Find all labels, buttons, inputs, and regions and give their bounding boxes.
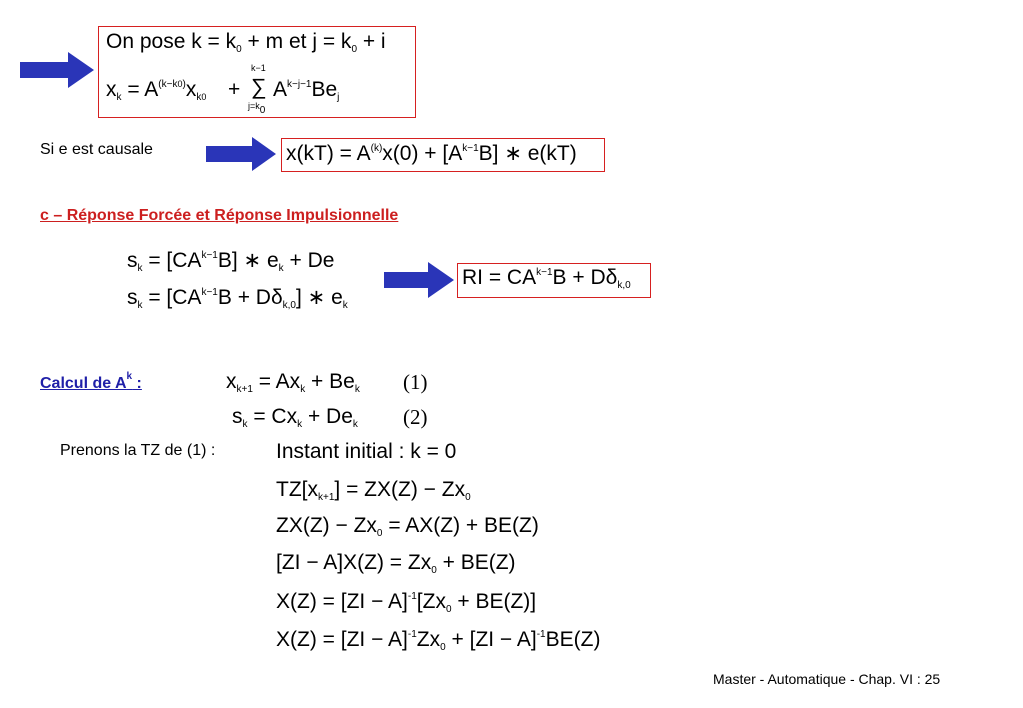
arrow-right-icon bbox=[206, 137, 276, 171]
instant-initial: Instant initial : k = 0 bbox=[276, 440, 457, 463]
equation-plus: + bbox=[228, 78, 241, 101]
equation-number-1: (1) bbox=[403, 370, 428, 394]
sum-symbol: ∑ bbox=[251, 74, 267, 99]
equation-number-2: (2) bbox=[403, 405, 428, 429]
equation-forced-2: $s_k = [CA^{k-1}B + D\delta_{k,0}]$ ∗ $e_k$ bbox=[127, 286, 348, 311]
causal-label: Si e est causale bbox=[40, 141, 153, 158]
equation-sum-term: $A^{k-j-1}Be_j$ bbox=[273, 78, 340, 103]
equation-causal: $x(kT) = A^{(k)}x(0) + [A^{k-1}B]$ ∗ e(kT) bbox=[286, 142, 577, 165]
equation-forced-1: $s_k = [CA^{k-1}B]$ ∗ $e_k + De$ bbox=[127, 249, 335, 274]
footer-text: Master - Automatique - Chap. VI : 25 bbox=[713, 671, 941, 687]
tz-line-4: $X(Z) = [ZI - A]^{-1}[Zx_0 + BE(Z)]$ bbox=[276, 590, 537, 615]
equation-ri: RI = $CA^{k-1}B + D\delta_{k,0}$ bbox=[462, 266, 631, 291]
section-title-c: c – Réponse Forcée et Réponse Impulsionnelle bbox=[40, 207, 399, 224]
equation-state-2: $s_k = Cx_k + De_k$ bbox=[232, 405, 358, 430]
sum-upper-bound: k−1 bbox=[251, 63, 266, 73]
tz-line-1: $TZ[x_{k+1}] = ZX(Z) - Zx_0$ bbox=[276, 478, 471, 503]
tz-line-5: $X(Z) = [ZI - A]^{-1}Zx_0 + [ZI - A]^{-1}BE(Z)$ bbox=[276, 628, 601, 653]
tz-line-2: $ZX(Z) - Zx_0 = AX(Z) + BE(Z)$ bbox=[276, 514, 539, 539]
tz-label: Prenons la TZ de (1) : bbox=[60, 442, 216, 459]
equation-pose: On pose $k = k_0 + m$ et $j = k_0 + i$ bbox=[106, 30, 386, 55]
tz-line-3: $[ZI - A]X(Z) = Zx_0 + BE(Z)$ bbox=[276, 551, 516, 576]
equation-xk-sum: $x_k = A^{(k-k0)}x_{k0}$ bbox=[106, 78, 207, 103]
equation-state-1: $x_{k+1} = Ax_k + Be_k$ bbox=[226, 370, 360, 395]
section-title-calcul: Calcul de $A^k$ : bbox=[40, 371, 142, 392]
arrow-right-icon bbox=[20, 52, 94, 88]
sum-lower-bound: $j=k_0$ bbox=[248, 101, 266, 116]
arrow-right-icon bbox=[384, 262, 454, 298]
